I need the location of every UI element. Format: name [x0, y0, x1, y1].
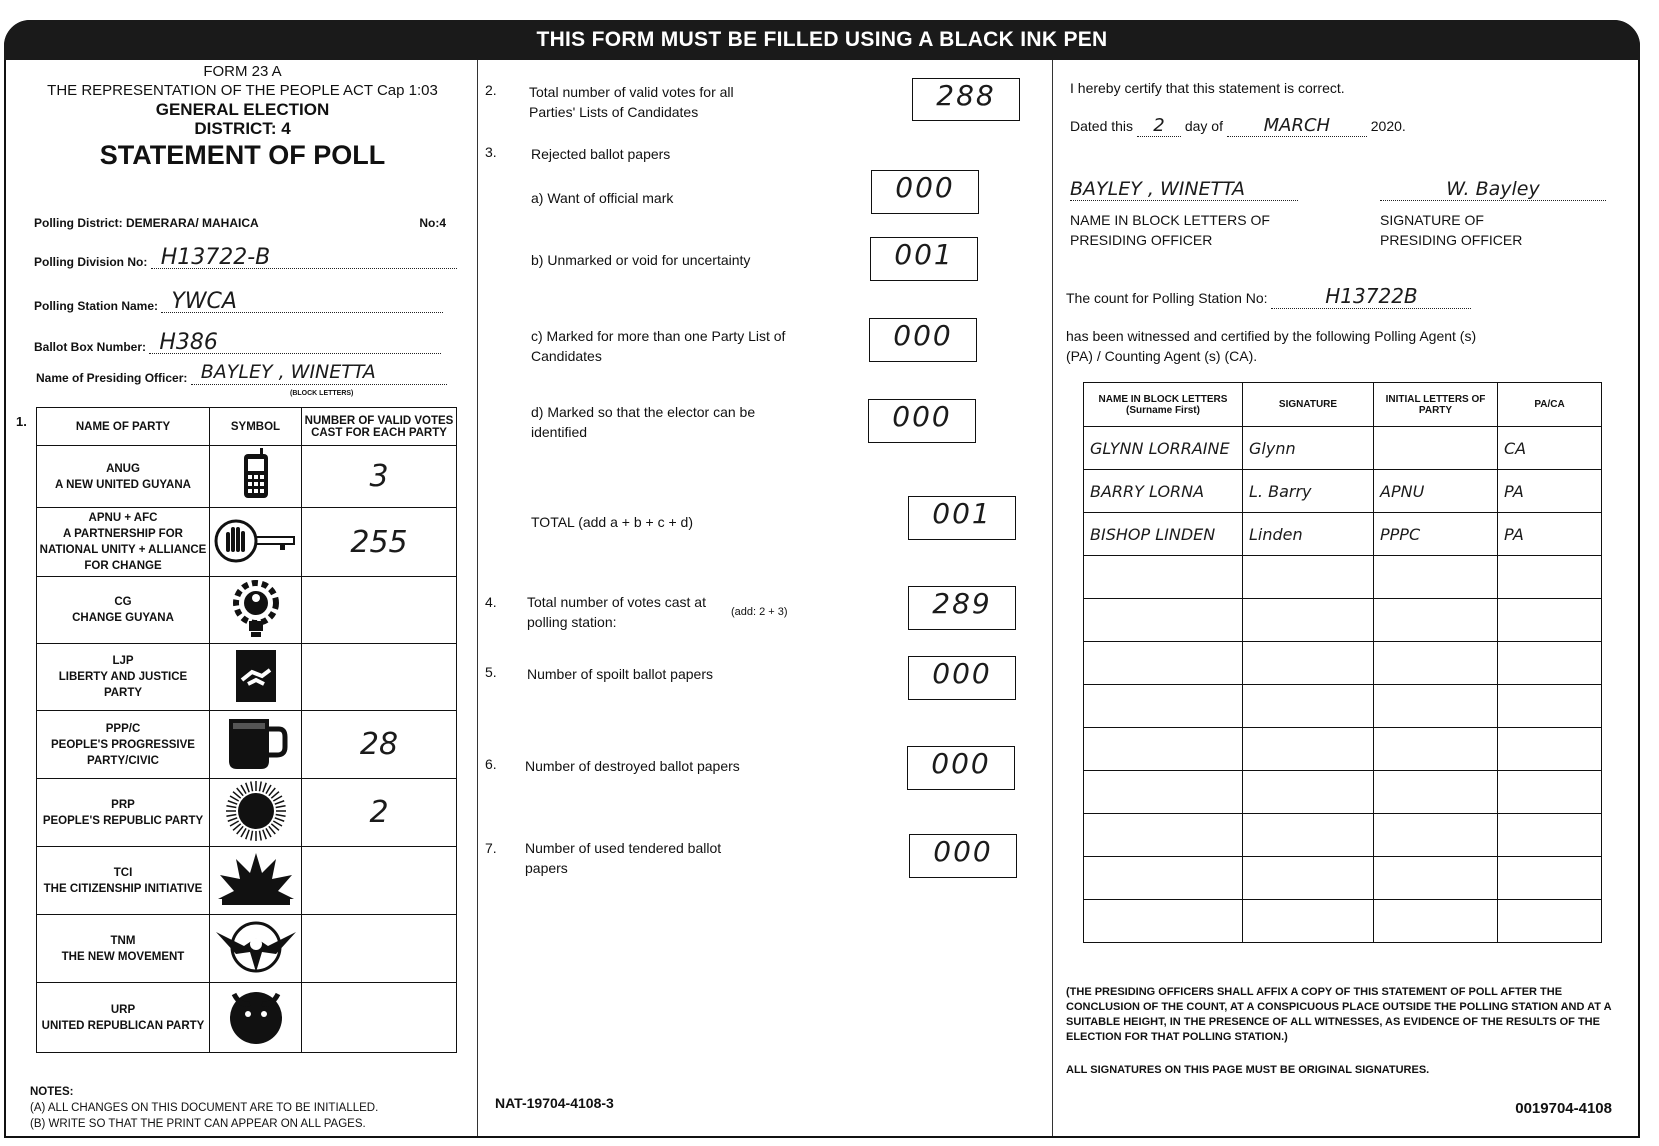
- agent-row: [1084, 599, 1602, 642]
- party-row: [37, 983, 457, 1053]
- column-header: SYMBOL: [210, 408, 302, 446]
- mobile-phone-icon: [210, 446, 302, 508]
- agent-party-cell[interactable]: [1374, 513, 1498, 556]
- party-row: [37, 847, 457, 915]
- posting-instruction: (THE PRESIDING OFFICERS SHALL AFFIX A COPY OF THIS STATEMENT OF POLL AFTER THE CONCLUSION OF THE COUNT, AT A CONSPICUOUS PLACE OUTSIDE THE POLLING STATION AND AT A SUITABLE HEIGHT, IN THE PRESENCE OF ALL WITNESSES, AS EVIDENCE OF THE RESULTS OF THE ELECTION FOR THAT POLLING STATION.): [1066, 986, 1612, 1043]
- want-official-mark-value: 000: [895, 171, 955, 204]
- agent-row: [1084, 685, 1602, 728]
- rejected-total-value: 001: [932, 497, 992, 530]
- act-title: THE REPRESENTATION OF THE PEOPLE ACT Cap 1:03: [47, 82, 438, 99]
- agent-signature-cell[interactable]: [1243, 814, 1374, 857]
- item-number: 1.: [16, 414, 27, 429]
- votes-cast-value: 289: [932, 587, 992, 620]
- polling-division-value[interactable]: H13722-B: [160, 245, 271, 270]
- party-abbreviation: PRP: [111, 798, 135, 811]
- party-abbreviation: TNM: [110, 934, 136, 947]
- agent-role-cell[interactable]: [1498, 470, 1602, 513]
- party-row: [37, 577, 457, 644]
- agent-signature: Glynn: [1249, 438, 1296, 458]
- item-number: 2.: [485, 82, 497, 98]
- item-number: 3.: [485, 144, 497, 160]
- elector-identified-label: d) Marked so that the elector can be identified: [531, 404, 756, 440]
- agent-name: [1084, 740, 1090, 759]
- agent-role-cell[interactable]: [1498, 556, 1602, 599]
- agent-row: [1084, 470, 1602, 513]
- party-name: PEOPLE'S REPUBLIC PARTY: [42, 814, 204, 827]
- party-abbreviation: URP: [110, 1003, 136, 1016]
- certify-statement: I hereby certify that this statement is correct.: [1070, 80, 1345, 96]
- party-name-cell: [37, 644, 210, 711]
- party-votes-value: 255: [350, 524, 408, 560]
- agent-party-cell[interactable]: [1374, 599, 1498, 642]
- agent-signature: [1243, 912, 1249, 931]
- polling-division-row: [34, 245, 457, 269]
- item-number: 5.: [485, 664, 497, 680]
- destroyed-ballots-label: Number of destroyed ballot papers: [525, 758, 740, 774]
- unmarked-void-box[interactable]: [870, 237, 978, 281]
- dated-line: [1070, 116, 1406, 137]
- dated-mid: day of: [1184, 118, 1223, 134]
- ballot-box-row: [34, 330, 441, 354]
- dated-prefix: Dated this: [1070, 118, 1134, 134]
- agent-party-cell[interactable]: [1374, 857, 1498, 900]
- party-votes-cell[interactable]: [302, 508, 457, 577]
- agent-signature: [1243, 869, 1249, 888]
- spoilt-ballots-box[interactable]: [908, 656, 1016, 700]
- agent-party-cell[interactable]: [1374, 900, 1498, 943]
- form-serial-number: NAT-19704-4108-3: [495, 1095, 614, 1111]
- lightbulb-gear-icon: [210, 577, 302, 644]
- agent-signature: L. Barry: [1249, 481, 1312, 501]
- party-name: CHANGE GUYANA: [72, 612, 174, 624]
- agent-party: [1374, 783, 1380, 802]
- agent-name: [1084, 826, 1090, 845]
- agent-signature-cell[interactable]: [1243, 599, 1374, 642]
- eagle-icon: [210, 915, 302, 983]
- agent-party: APNU: [1380, 481, 1425, 501]
- agent-party-cell[interactable]: [1374, 685, 1498, 728]
- party-name-cell: [37, 446, 210, 508]
- agent-party: [1374, 826, 1380, 845]
- item-number: 7.: [485, 840, 497, 856]
- count-witness-text: has been witnessed and certified by the following Polling Agent (s) (PA) / Counting Agent (s) (CA).: [1066, 328, 1477, 364]
- valid-votes-value: 288: [936, 79, 996, 112]
- party-name: THE CITIZENSHIP INITIATIVE: [43, 882, 203, 895]
- dated-year: 2020.: [1370, 118, 1406, 134]
- unmarked-void-value: 001: [894, 238, 954, 271]
- leaf-cluster-icon: [210, 847, 302, 915]
- notes-title: NOTES:: [30, 1086, 74, 1098]
- agent-signature-cell[interactable]: [1243, 900, 1374, 943]
- note-b: (B) WRITE SO THAT THE PRINT CAN APPEAR ON ALL PAGES.: [30, 1118, 366, 1130]
- party-name: LIBERTY AND JUSTICE PARTY: [58, 671, 188, 699]
- valid-votes-label: Total number of valid votes for all Parties' Lists of Candidates: [529, 84, 734, 120]
- agent-name-cell[interactable]: [1084, 685, 1243, 728]
- sun-icon: [210, 779, 302, 847]
- district-label: DISTRICT: 4: [194, 119, 291, 138]
- item-number: 4.: [485, 594, 497, 610]
- rejected-ballots-label: Rejected ballot papers: [531, 146, 671, 162]
- tendered-ballots-value: 000: [933, 835, 993, 868]
- handshake-icon: [210, 644, 302, 711]
- party-row: [37, 915, 457, 983]
- agent-signature-cell[interactable]: [1243, 642, 1374, 685]
- party-abbreviation: CG: [114, 596, 132, 608]
- agent-role-cell[interactable]: [1498, 642, 1602, 685]
- agent-party: [1374, 439, 1380, 458]
- polling-station-value[interactable]: YWCA: [171, 289, 237, 314]
- agent-name-cell[interactable]: [1084, 814, 1243, 857]
- tendered-ballots-box[interactable]: [909, 834, 1017, 878]
- agent-role-cell[interactable]: [1498, 427, 1602, 470]
- count-station-value[interactable]: H13722B: [1325, 284, 1418, 308]
- column-header: NAME OF PARTY: [37, 408, 210, 446]
- polling-district-number: No:4: [419, 216, 446, 230]
- party-votes-value: 28: [359, 727, 399, 762]
- multiple-party-label: c) Marked for more than one Party List of Candidates: [531, 328, 786, 364]
- agent-signature-cell[interactable]: [1243, 685, 1374, 728]
- agent-name-cell[interactable]: [1084, 470, 1243, 513]
- note-a: (A) ALL CHANGES ON THIS DOCUMENT ARE TO BE INITIALLED.: [30, 1102, 379, 1114]
- agent-role: [1498, 826, 1504, 845]
- agent-role: [1498, 654, 1504, 673]
- votes-cast-formula: (add: 2 + 3): [731, 606, 788, 618]
- agent-signature: [1243, 740, 1249, 759]
- agent-name-cell[interactable]: [1084, 642, 1243, 685]
- party-name-cell: [37, 577, 210, 644]
- agent-role-cell[interactable]: [1498, 599, 1602, 642]
- agent-signature-cell[interactable]: [1243, 513, 1374, 556]
- ink-instruction-banner: THIS FORM MUST BE FILLED USING A BLACK INK PEN: [4, 20, 1640, 60]
- agent-signature: [1243, 568, 1249, 587]
- rejected-total-box[interactable]: [908, 496, 1016, 540]
- agent-name-cell[interactable]: [1084, 728, 1243, 771]
- votes-cast-box[interactable]: [908, 586, 1016, 630]
- party-name: UNITED REPUBLICAN PARTY: [41, 1019, 205, 1032]
- agent-name: BARRY LORNA: [1090, 481, 1205, 501]
- party-name-cell: [37, 983, 210, 1053]
- agent-role: [1498, 568, 1504, 587]
- officer-name-label: NAME IN BLOCK LETTERS OF PRESIDING OFFICER: [1070, 212, 1270, 248]
- column-header: NAME IN BLOCK LETTERS (Surname First): [1084, 383, 1243, 427]
- agent-signature: Linden: [1249, 524, 1303, 544]
- party-votes-cell[interactable]: [302, 779, 457, 847]
- agent-role-cell[interactable]: [1498, 728, 1602, 771]
- party-row: [37, 644, 457, 711]
- column-header: NUMBER OF VALID VOTES CAST FOR EACH PARTY: [302, 408, 457, 446]
- officer-signature[interactable]: W. Bayley: [1446, 178, 1540, 200]
- agent-signature-cell[interactable]: [1243, 771, 1374, 814]
- polling-division-label: Polling Division No:: [34, 255, 148, 269]
- agent-row: [1084, 857, 1602, 900]
- want-official-mark-box[interactable]: [871, 170, 979, 214]
- agent-row: [1084, 728, 1602, 771]
- agent-row: [1084, 513, 1602, 556]
- agent-role-cell[interactable]: [1498, 513, 1602, 556]
- agent-party: [1374, 869, 1380, 888]
- officer-signature-line: [1380, 178, 1606, 201]
- tendered-ballots-label: Number of used tendered ballot papers: [525, 840, 722, 876]
- party-name: A NEW UNITED GUYANA: [55, 478, 191, 491]
- elector-identified-box[interactable]: [868, 399, 976, 443]
- party-abbreviation: PPP/C: [105, 722, 141, 735]
- agent-name-cell[interactable]: [1084, 556, 1243, 599]
- election-title: GENERAL ELECTION: [155, 100, 330, 119]
- agents-table: [1083, 382, 1602, 943]
- agent-row: [1084, 427, 1602, 470]
- agent-signature-cell[interactable]: [1243, 470, 1374, 513]
- agent-name: BISHOP LINDEN: [1090, 524, 1216, 544]
- agent-role: [1498, 740, 1504, 759]
- party-name: PEOPLE'S PROGRESSIVE PARTY/CIVIC: [51, 738, 195, 767]
- presiding-officer-value[interactable]: BAYLEY , WINETTA: [200, 361, 376, 383]
- agent-role-cell[interactable]: [1498, 685, 1602, 728]
- party-name-cell: [37, 847, 210, 915]
- votes-cast-label: Total number of votes cast at polling station:: [527, 594, 706, 630]
- party-row: [37, 508, 457, 577]
- party-abbreviation: LJP: [112, 655, 134, 667]
- agent-role: [1498, 611, 1504, 630]
- block-letters-note: (BLOCK LETTERS): [290, 390, 354, 397]
- hand-and-key-icon: [210, 508, 302, 577]
- party-votes-cell[interactable]: [302, 577, 457, 644]
- item-number: 6.: [485, 756, 497, 772]
- polling-district-row: [34, 216, 446, 230]
- agent-name: [1084, 568, 1090, 587]
- agent-party-cell[interactable]: [1374, 814, 1498, 857]
- agent-name: GLYNN LORRAINE: [1090, 438, 1230, 458]
- destroyed-ballots-value: 000: [931, 747, 991, 780]
- party-name-cell: [37, 915, 210, 983]
- destroyed-ballots-box[interactable]: [907, 746, 1015, 790]
- party-name-cell: [37, 779, 210, 847]
- column-header: INITIAL LETTERS OF PARTY: [1374, 383, 1498, 427]
- agent-role: CA: [1504, 438, 1527, 458]
- agent-role: [1498, 869, 1504, 888]
- agent-role-cell[interactable]: [1498, 771, 1602, 814]
- agent-party: PPPC: [1380, 524, 1421, 544]
- party-votes-table: [36, 407, 457, 1053]
- unmarked-void-label: b) Unmarked or void for uncertainty: [531, 252, 751, 268]
- agent-role: [1498, 783, 1504, 802]
- agent-name: [1084, 697, 1090, 716]
- polling-district-label: Polling District: DEMERARA/ MAHAICA: [34, 216, 259, 230]
- agent-role: [1498, 912, 1504, 931]
- agent-party-cell[interactable]: [1374, 728, 1498, 771]
- party-name-cell: [37, 508, 210, 577]
- agent-party: [1374, 568, 1380, 587]
- document-serial: 0019704-4108: [1515, 1100, 1612, 1117]
- agent-name-cell[interactable]: [1084, 771, 1243, 814]
- spoilt-ballots-label: Number of spoilt ballot papers: [527, 666, 713, 682]
- agent-signature-cell[interactable]: [1243, 857, 1374, 900]
- agent-party-cell[interactable]: [1374, 427, 1498, 470]
- dated-day[interactable]: 2: [1153, 115, 1165, 136]
- ballot-box-label: Ballot Box Number:: [34, 340, 147, 354]
- agent-signature-cell[interactable]: [1243, 728, 1374, 771]
- party-votes-cell[interactable]: [302, 915, 457, 983]
- agent-signature: [1243, 826, 1249, 845]
- rejected-total-label: TOTAL (add a + b + c + d): [531, 514, 693, 530]
- agent-party: [1374, 654, 1380, 673]
- party-abbreviation: ANUG: [106, 462, 140, 475]
- party-abbreviation: TCI: [113, 866, 133, 879]
- multiple-party-value: 000: [893, 319, 953, 352]
- agent-name: [1084, 611, 1090, 630]
- cup-icon: [210, 711, 302, 779]
- agent-role-cell[interactable]: [1498, 814, 1602, 857]
- party-votes-cell[interactable]: [302, 446, 457, 508]
- party-votes-cell[interactable]: [302, 983, 457, 1053]
- agent-role: PA: [1504, 481, 1524, 501]
- party-row: [37, 446, 457, 508]
- party-name: A PARTNERSHIP FOR NATIONAL UNITY + ALLIANCE FOR CHANGE: [39, 528, 207, 572]
- party-votes-cell[interactable]: [302, 644, 457, 711]
- agent-party-cell[interactable]: [1374, 771, 1498, 814]
- count-prefix: The count for Polling Station No:: [1066, 290, 1268, 306]
- spoilt-ballots-value: 000: [932, 657, 992, 690]
- agent-name: [1084, 783, 1090, 802]
- party-name: THE NEW MOVEMENT: [61, 950, 185, 963]
- agent-signature-cell[interactable]: [1243, 427, 1374, 470]
- agent-signature: [1243, 654, 1249, 673]
- agent-row: [1084, 642, 1602, 685]
- party-votes-cell[interactable]: [302, 711, 457, 779]
- original-signatures-note: ALL SIGNATURES ON THIS PAGE MUST BE ORIGINAL SIGNATURES.: [1066, 1064, 1430, 1076]
- column-header: SIGNATURE: [1243, 383, 1374, 427]
- agent-name-cell[interactable]: [1084, 900, 1243, 943]
- elector-identified-value: 000: [892, 400, 952, 433]
- agent-name: [1084, 869, 1090, 888]
- tally-column: [475, 60, 1035, 1130]
- agent-row: [1084, 814, 1602, 857]
- agent-party: [1374, 611, 1380, 630]
- dated-month[interactable]: MARCH: [1263, 115, 1331, 136]
- want-official-mark-label: a) Want of official mark: [531, 190, 674, 206]
- presiding-officer-row: [36, 361, 447, 385]
- bull-icon: [210, 983, 302, 1053]
- valid-votes-box[interactable]: [912, 78, 1020, 121]
- agent-signature: [1243, 611, 1249, 630]
- agent-row: [1084, 556, 1602, 599]
- agent-signature-cell[interactable]: [1243, 556, 1374, 599]
- polling-station-row: [34, 289, 443, 313]
- party-votes-value: 3: [369, 459, 389, 494]
- agent-row: [1084, 771, 1602, 814]
- agent-party-cell[interactable]: [1374, 556, 1498, 599]
- party-row: [37, 711, 457, 779]
- agent-name-cell[interactable]: [1084, 427, 1243, 470]
- presiding-officer-label: Name of Presiding Officer:: [36, 371, 188, 385]
- form-header: [30, 62, 455, 172]
- officer-signature-label: SIGNATURE OF PRESIDING OFFICER: [1380, 212, 1523, 248]
- agent-role: [1498, 697, 1504, 716]
- agent-party: [1374, 697, 1380, 716]
- agent-role-cell[interactable]: [1498, 857, 1602, 900]
- agent-signature: [1243, 697, 1249, 716]
- officer-name-value[interactable]: BAYLEY , WINETTA: [1070, 178, 1246, 200]
- certification-column: [1050, 60, 1630, 1130]
- agent-party: [1374, 740, 1380, 759]
- agent-signature: [1243, 783, 1249, 802]
- count-line: [1066, 286, 1486, 309]
- party-votes-cell[interactable]: [302, 847, 457, 915]
- agent-role: PA: [1504, 524, 1524, 544]
- party-name-cell: [37, 711, 210, 779]
- party-votes-value: 2: [369, 795, 389, 830]
- column-header: PA/CA: [1498, 383, 1602, 427]
- officer-name-line: [1070, 178, 1298, 201]
- agent-name: [1084, 654, 1090, 673]
- agent-party-cell[interactable]: [1374, 470, 1498, 513]
- agent-row: [1084, 900, 1602, 943]
- agent-name: [1084, 912, 1090, 931]
- agent-name-cell[interactable]: [1084, 857, 1243, 900]
- party-abbreviation: APNU + AFC: [88, 512, 158, 524]
- ballot-box-value[interactable]: H386: [159, 330, 218, 355]
- agent-party: [1374, 912, 1380, 931]
- multiple-party-box[interactable]: [869, 318, 977, 362]
- notes: [30, 1084, 378, 1132]
- form-number: FORM 23 A: [203, 63, 282, 80]
- page-title: STATEMENT OF POLL: [99, 140, 386, 170]
- polling-station-label: Polling Station Name:: [34, 299, 159, 313]
- agent-party-cell[interactable]: [1374, 642, 1498, 685]
- party-row: [37, 779, 457, 847]
- agent-name-cell[interactable]: [1084, 599, 1243, 642]
- agent-name-cell[interactable]: [1084, 513, 1243, 556]
- agent-role-cell[interactable]: [1498, 900, 1602, 943]
